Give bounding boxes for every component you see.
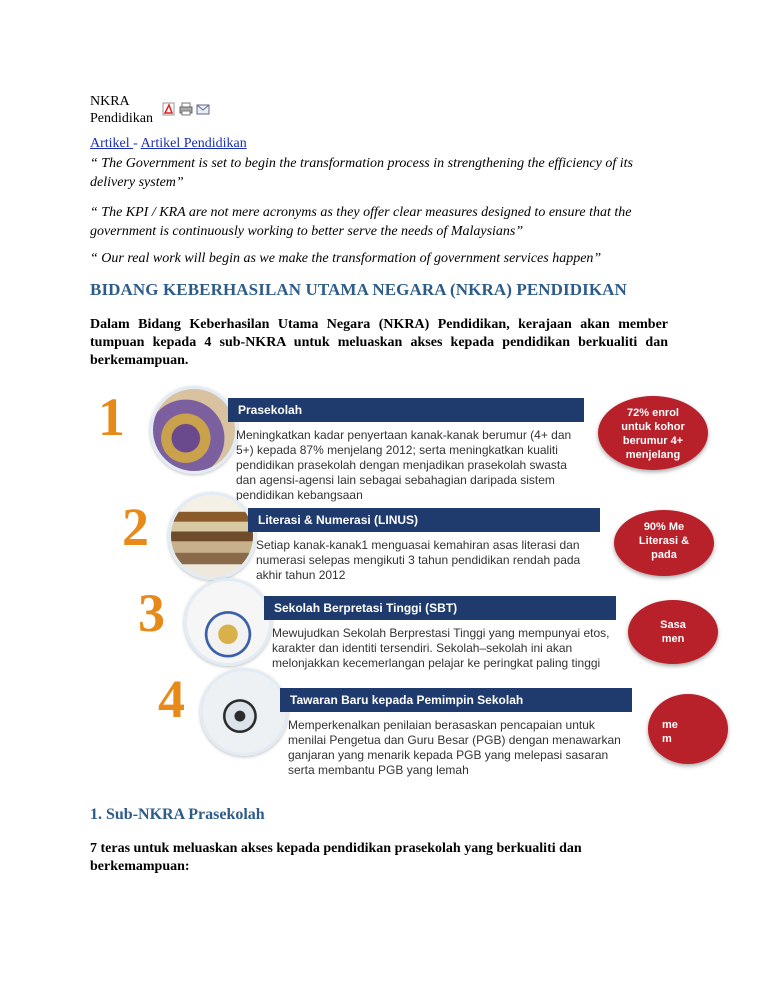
item-4-title-bar: [280, 688, 632, 712]
article-title: [90, 93, 153, 127]
sub-nkra-infographic: [92, 384, 690, 777]
children-photo: [150, 386, 238, 474]
item-4-description: [288, 718, 621, 778]
item-4-desc-line: ganjaran yang menarik kepada PGB yang melepasi sasaran: [288, 748, 609, 762]
breadcrumb-separator: -: [133, 136, 138, 151]
email-icon[interactable]: [196, 102, 210, 116]
target-line: 90% Me: [643, 521, 685, 533]
item-2-title-bar: [248, 508, 600, 532]
quote-2: “ The KPI / KRA are not mere acronyms as they offer clear measures designed to ensure that the government is continuously working to better serve the needs of Malaysians”: [90, 205, 632, 239]
section-heading: BIDANG KEBERHASILAN UTAMA NEGARA (NKRA) PENDIDIKAN: [90, 280, 627, 299]
item-1-target-badge: [598, 396, 708, 470]
item-3-title-bar: [264, 596, 616, 620]
item-2-number: 2: [122, 497, 149, 557]
item-3-desc-line: karakter dan identiti tersendiri. Sekolah–sekolah ini akan: [272, 641, 573, 655]
item-3-desc-line: Mewujudkan Sekolah Berprestasi Tinggi yang mempunyai etos,: [272, 626, 610, 640]
item-1-title-bar: [228, 398, 584, 422]
medal-photo: [184, 578, 272, 666]
item-3-description: [272, 626, 610, 671]
item-4-title: Tawaran Baru kepada Pemimpin Sekolah: [290, 693, 524, 707]
target-line: men: [661, 633, 685, 645]
glasses-photo: [200, 668, 288, 756]
item-3-title: Sekolah Berpretasi Tinggi (SBT): [274, 601, 458, 615]
item-1-description: [236, 428, 571, 503]
target-line: Sasa: [660, 619, 686, 631]
item-1-desc-line: Meningkatkan kadar penyertaan kanak-kanak berumur (4+ dan: [236, 428, 572, 442]
breadcrumb-artikel[interactable]: Artikel: [90, 136, 134, 151]
target-line: 72% enrol: [627, 407, 679, 419]
breadcrumb: [90, 136, 247, 152]
item-3-number: 3: [138, 583, 165, 643]
item-3-desc-line: melonjakkan kecemerlangan pelajar ke peringkat paling tinggi: [272, 656, 601, 670]
item-3-target-badge: [628, 600, 718, 664]
target-line: pada: [651, 549, 677, 561]
quote-1: “ The Government is set to begin the transformation process in strengthening the efficiency of its delivery system”: [90, 156, 633, 190]
item-2-desc-line: Setiap kanak-kanak1 menguasai kemahiran asas literasi dan: [256, 538, 580, 552]
item-2-desc-line: akhir tahun 2012: [256, 568, 346, 582]
quote-3: “ Our real work will begin as we make the transformation of government services happen”: [90, 251, 602, 266]
target-line: Literasi &: [638, 535, 690, 547]
sub-heading: 1. Sub-NKRA Prasekolah: [90, 806, 265, 823]
item-1-desc-line: pendidikan prasekolah dengan menjadikan prasekolah swasta: [236, 458, 567, 472]
item-4-desc-line: Memperkenalkan penilaian berasaskan pencapaian untuk: [288, 718, 595, 732]
item-1-title: Prasekolah: [238, 403, 303, 417]
item-4-target-badge: [648, 694, 728, 764]
item-1-desc-line: 5+) kepada 87% menjelang 2012; serta meningkatkan kualiti: [236, 443, 558, 457]
item-4-desc-line: menilai Pengetua dan Guru Besar (PGB) dengan menawarkan: [288, 733, 621, 747]
target-line: untuk kohor: [621, 421, 685, 433]
target-line: menjelang: [625, 449, 681, 461]
item-2-description: [256, 538, 580, 583]
item-1-desc-line: pendidikan kebangsaan: [236, 488, 363, 502]
target-line: m: [662, 733, 672, 745]
item-2-target-badge: [614, 510, 714, 576]
article-tools: [162, 102, 210, 116]
intro-paragraph: Dalam Bidang Keberhasilan Utama Negara (NKRA) Pendidikan, kerajaan akan member tumpuan kepada 4 sub-NKRA untuk meluaskan akses kepada pendidikan berkualiti dan berkemampuan.: [90, 317, 668, 368]
item-1-desc-line: dan agensi-agensi lain sebagai sebahagian daripada sistem: [236, 473, 555, 487]
breadcrumb-artikel-pendidikan[interactable]: Artikel Pendidikan: [140, 136, 247, 151]
pdf-icon[interactable]: [162, 102, 176, 116]
title-line-2: Pendidikan: [90, 111, 153, 126]
item-4-number: 4: [158, 669, 185, 729]
item-1-number: 1: [98, 387, 125, 447]
target-line: me: [662, 719, 678, 731]
item-4-desc-line: serta membantu PGB yang lemah: [288, 763, 469, 777]
teras-paragraph: 7 teras untuk meluaskan akses kepada pendidikan prasekolah yang berkualiti dan berkemampuan:: [90, 841, 582, 874]
print-icon[interactable]: [179, 102, 193, 116]
books-photo: [168, 492, 256, 580]
title-line-1: NKRA: [90, 94, 130, 109]
item-2-desc-line: numerasi selepas mengikuti 3 tahun pendidikan rendah pada: [256, 553, 581, 567]
item-2-title: Literasi & Numerasi (LINUS): [258, 513, 419, 527]
target-line: berumur 4+: [622, 435, 684, 447]
